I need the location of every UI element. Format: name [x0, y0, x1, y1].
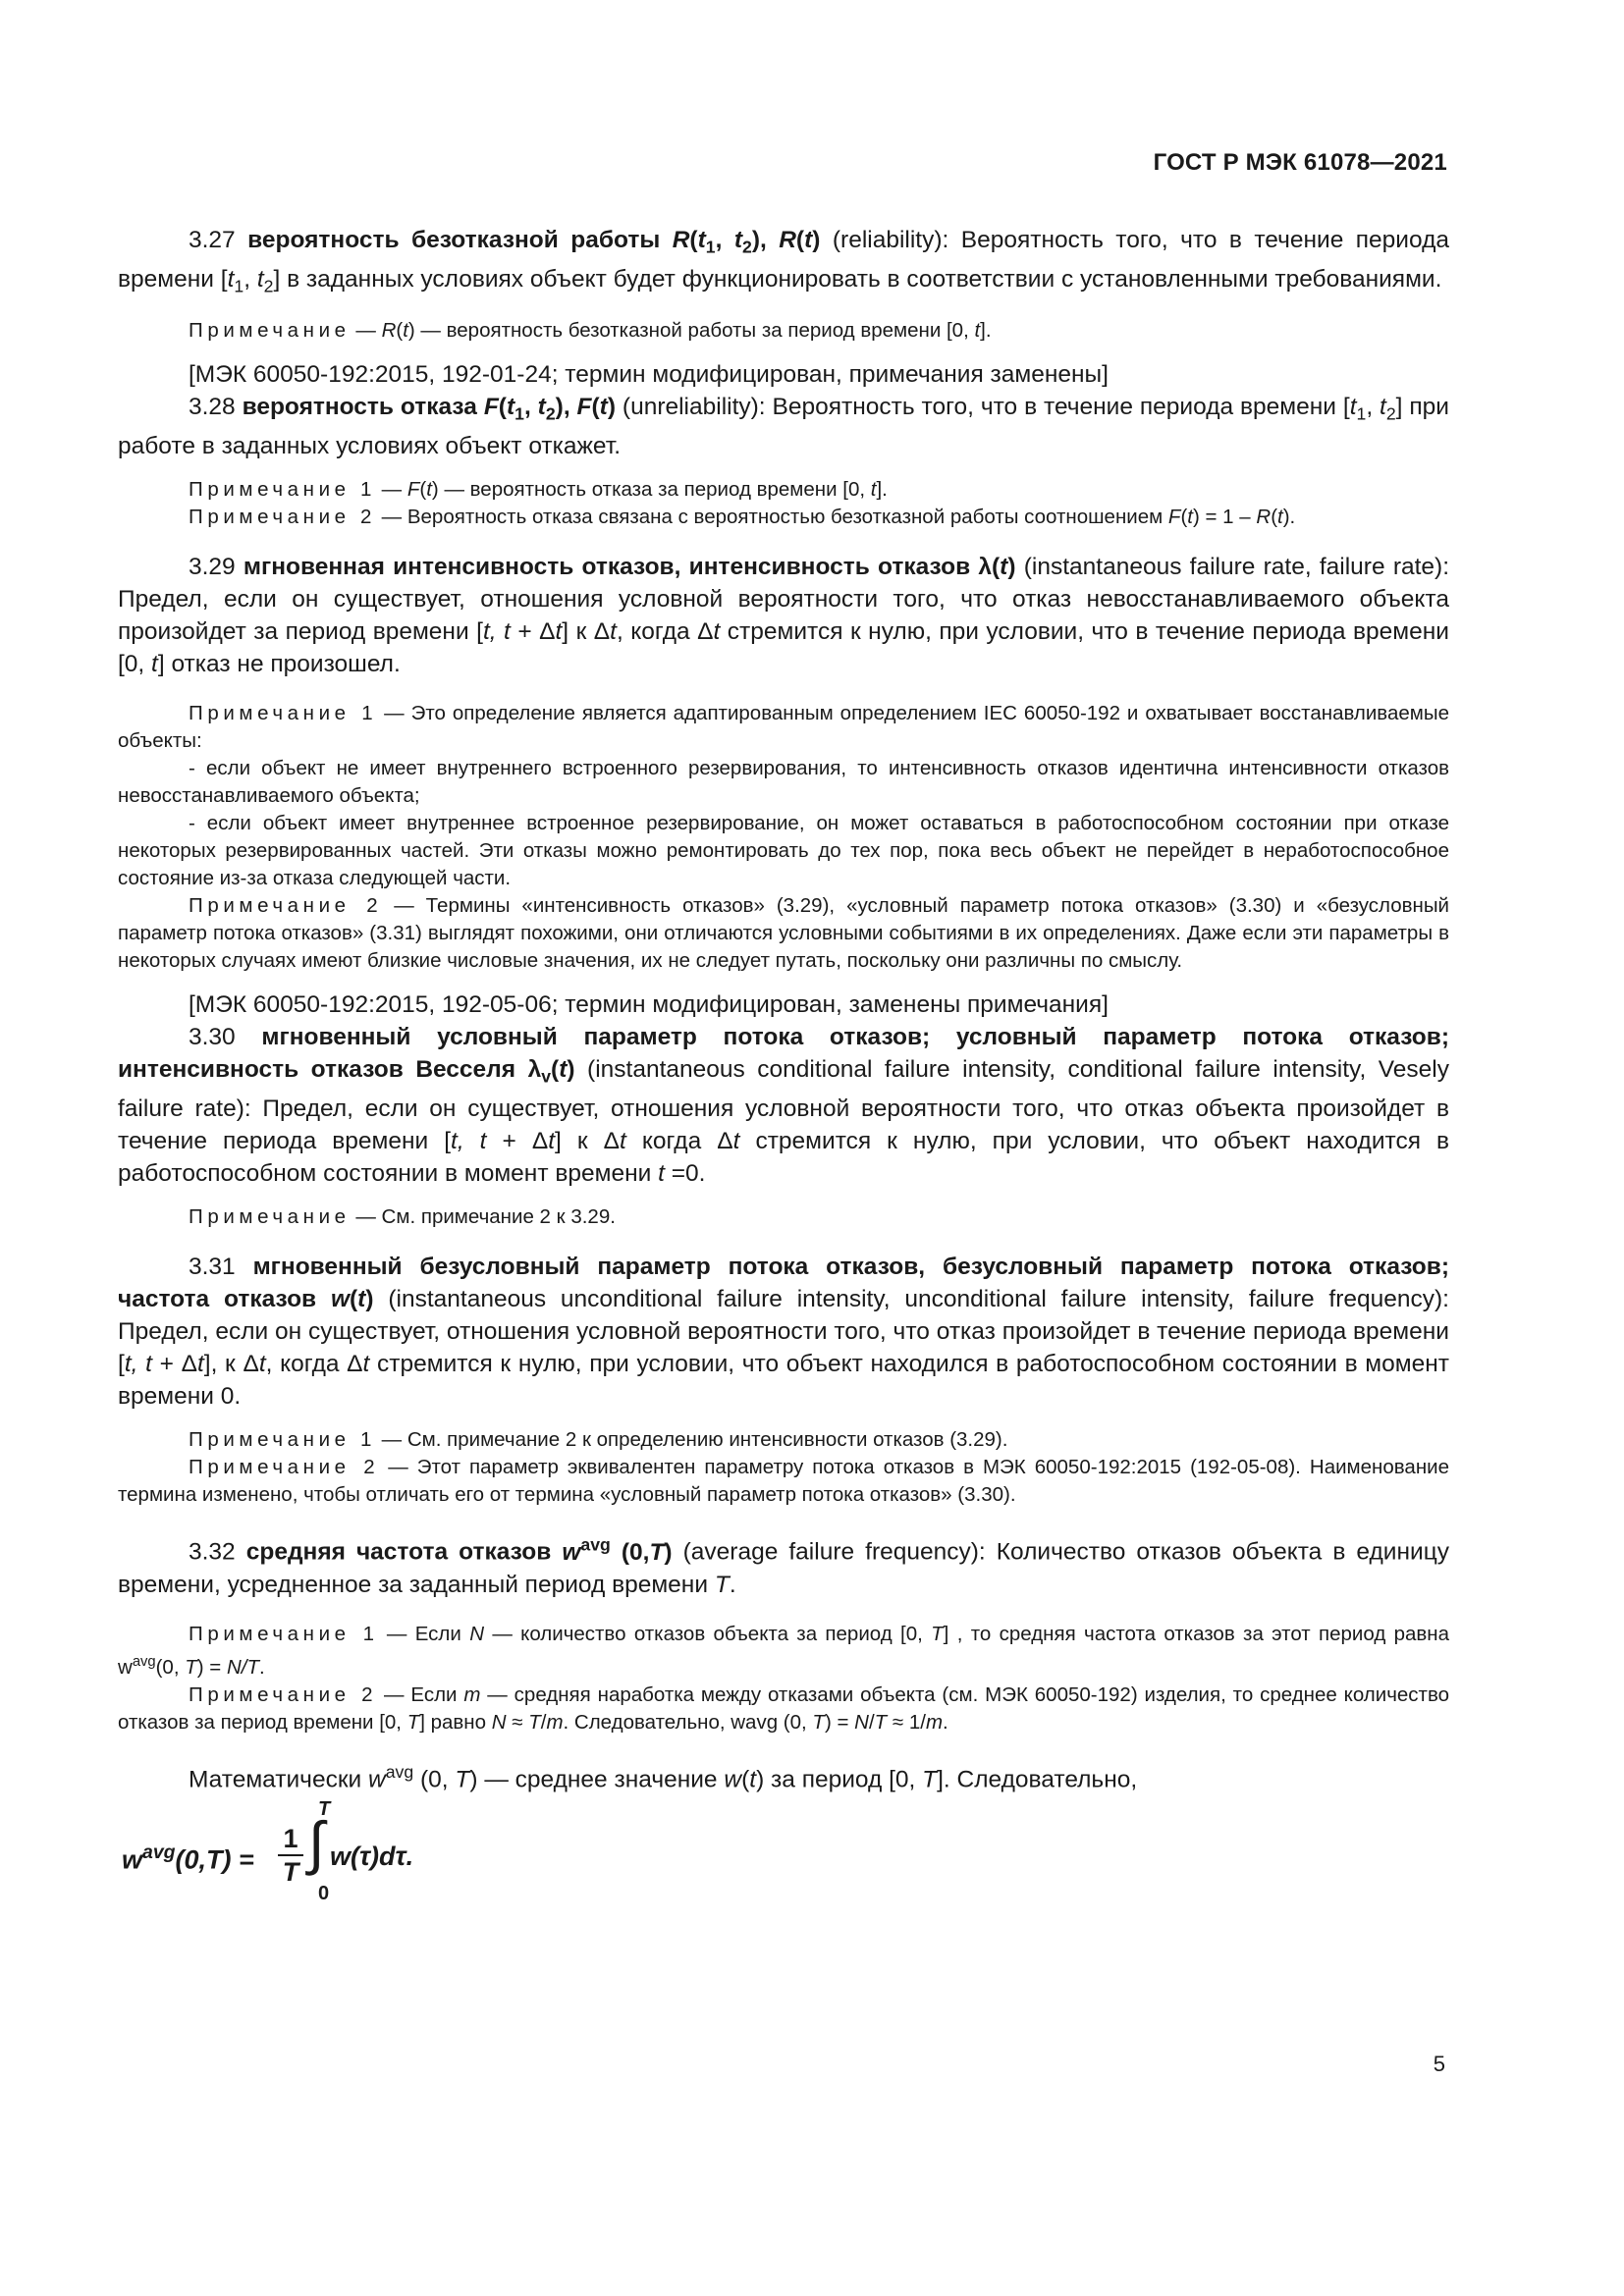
clause-3-32: 3.32 средняя частота отказов $w^{avg}$ (0,T) (average failure frequency): Количество отказов объекта в единицу времени, усредненное за заданный период времени T.	[118, 1534, 1449, 1598]
clause-3-32-math-statement: Математически $w^{avg}$ (0, T) — среднее значение w(t) за период [0, T]. Следовательно,	[189, 1761, 1138, 1793]
document-code-header: ГОСТ Р МЭК 61078—2021	[1153, 149, 1447, 176]
clause-3-27: 3.27 вероятность безотказной работы $R(t_1$, $t_2$), R(t) (reliability): Вероятность того, что в течение периода времени [$t_1$, $t_2$] в заданных условиях объект будет функционировать в соответствии с установленными требованиями.	[118, 227, 1449, 296]
clause-3-29: 3.29 мгновенная интенсивность отказов, интенсивность отказов λ(t) (instantaneous failure rate, failure rate): Предел, если он существует, отношения условной вероятности того, что отказ невосстанавливаемого объекта произойдет за период времени [t, t + Δt] к Δt, когда Δt стремится к нулю, при условии, что в течение периода времени [0, t] отказ не произошел.	[118, 553, 1449, 677]
clause-3-29-reference: [МЭК 60050-192:2015, 192-05-06; термин модифицирован, заменены примечания]	[189, 990, 1109, 1018]
average-frequency-formula: $w^{avg}(0,T)$ = 1 T T ∫ 0 w(τ)dτ.	[122, 1797, 414, 1904]
clause-3-27-note: Примечание — R(t) — вероятность безотказной работы за период времени [0, t].	[189, 318, 992, 342]
clause-3-28-note-2: Примечание 2 — Вероятность отказа связана с вероятностью безотказной работы соотношением F(t) = 1 – R(t).	[189, 505, 1296, 528]
clause-3-31: 3.31 мгновенный безусловный параметр потока отказов, безусловный параметр потока отказов; частота отказов w(t) (instantaneous unconditional failure intensity, unconditional failure intensity, failure frequency): Предел, если он существует, отношения условной вероятности того, что отказ произойдет в течение периода времени [t, t + Δt], к Δt, когда Δt стремится к нулю, при условии, что объект находился в работоспособном состоянии в момент времени 0.	[118, 1254, 1449, 1411]
clause-3-29-note-2: Примечание 2 — Термины «интенсивность отказов» (3.29), «условный параметр потока отказов» (3.30) и «безусловный параметр потока отказов» (3.31) выглядят похожими, они отличаются условными событиями в их определениях. Даже если эти параметры в некоторых случаях имеют близкие числовые значения, их не следует путать, поскольку они различны по смыслу.	[118, 893, 1450, 972]
clause-3-27-reference: [МЭК 60050-192:2015, 192-01-24; термин модифицирован, примечания заменены]	[189, 360, 1109, 388]
clause-3-32-note-2: Примечание 2 — Если m — средняя наработка между отказами объекта (см. МЭК 60050-192) изделия, то среднее количество отказов за период времени [0, T] равно N ≈ T/m. Следовательно, wavg (0, T) = N/T ≈ 1/m.	[118, 1682, 1450, 1734]
clause-3-32-note-1: Примечание 1 — Если N — количество отказов объекта за период [0, T] , то средняя частота отказов за этот период равна $w^{avg}(0$, T) = N/T.	[118, 1622, 1450, 1679]
clause-3-30-note: Примечание — См. примечание 2 к 3.29.	[189, 1205, 616, 1229]
clause-3-29-note-1: Примечание 1 — Это определение является адаптированным определением IEC 60050-192 и охватывает восстанавливаемые объекты:	[118, 701, 1449, 752]
document-body	[118, 224, 1449, 1910]
clause-3-29-bullet-1: - если объект не имеет внутреннего встроенного резервирования, то интенсивность отказов идентична интенсивности отказов невосстанавливаемого объекта;	[118, 756, 1449, 807]
clause-3-31-note-1: Примечание 1 — См. примечание 2 к определению интенсивности отказов (3.29).	[189, 1428, 1008, 1452]
clause-3-31-note-2: Примечание 2 — Этот параметр эквивалентен параметру потока отказов в МЭК 60050-192:2015 (192-05-08). Наименование термина изменено, чтобы отличать его от термина «условный параметр потока отказов» (3.30).	[118, 1456, 1449, 1507]
clause-3-29-bullet-2: - если объект имеет внутреннее встроенное резервирование, он может оставаться в работоспособном состоянии при отказе некоторых резервированных частей. Эти отказы можно ремонтировать до тех пор, пока весь объект не перейдет в неработоспособное состояние из-за отказа следующей части.	[118, 811, 1449, 889]
page-number: 5	[1433, 2052, 1445, 2076]
clause-3-30: 3.30 мгновенный условный параметр потока отказов; условный параметр потока отказов; интенсивность отказов Весселя $\lambda_v(t)$ (instantaneous conditional failure intensity, conditional failure intensity, Vesely failure rate): Предел, если он существует, отношения условной вероятности того, что отказ объекта произойдет в течение периода времени [t, t + Δt] к Δt когда Δt стремится к нулю, при условии, что объект находится в работоспособном состоянии в момент времени t =0.	[118, 1023, 1450, 1188]
clause-3-28-note-1: Примечание 1 — F(t) — вероятность отказа за период времени [0, t].	[189, 477, 888, 501]
clause-3-28: 3.28 вероятность отказа $F(t_1$, $t_2$), F(t) (unreliability): Вероятность того, что в течение периода времени [$t_1$, $t_2$] при работе в заданных условиях объект откажет.	[118, 393, 1449, 459]
